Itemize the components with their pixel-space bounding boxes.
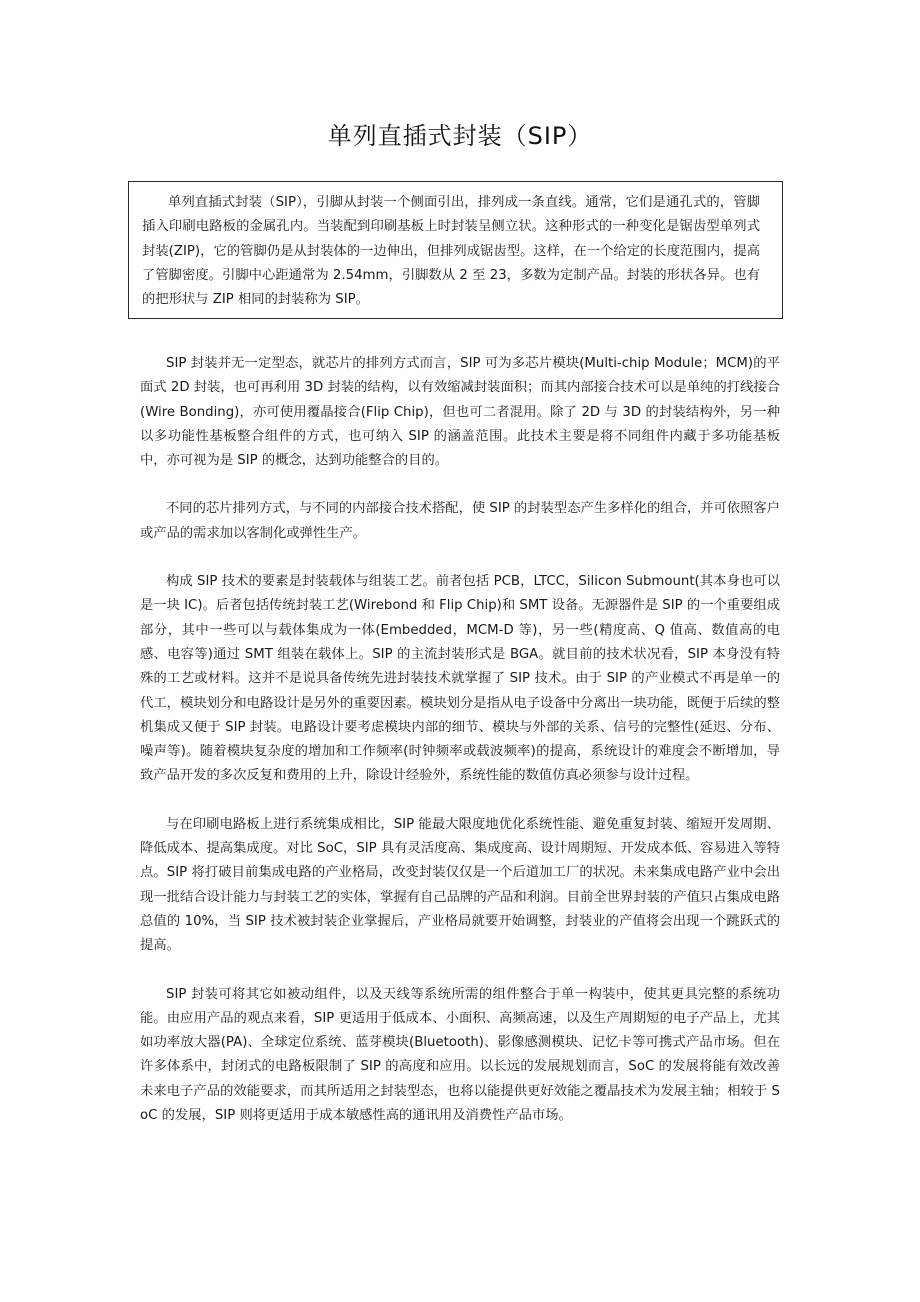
body-paragraph: 与在印刷电路板上进行系统集成相比，SIP 能最大限度地优化系统性能、避免重复封装、缩短开发周期、降低成本、提高集成度。对比 SoC，SIP 具有灵活度高、集成度高、设计周期短、开发成本低、容易进入等特点。SIP 将打破目前集成电路的产业格局，改变封装仅仅是一个后道加工厂的状况。未来集成电路产业中会出现一批结合设计能力与封装工艺的实体，掌握有自己品牌的产品和利润。目前全世界封装的产值只占集成电路总值的 10%，当 SIP 技术被封装企业掌握后，产业格局就要开始调整，封装业的产值将会出现一个跳跃式的提高。 <box>140 816 780 954</box>
body-paragraph: SIP 封装并无一定型态，就芯片的排列方式而言，SIP 可为多芯片模块(Multi-chip Module；MCM)的平面式 2D 封装，也可再利用 3D 封装的结构，以有效缩减封装面积；而其内部接合技术可以是单纯的打线接合(Wire Bonding)，亦可使用覆晶接合(Flip Chip)，但也可二者混用。除了 2D 与 3D 的封装结构外，另一种以多功能性基板整合组件的方式，也可纳入 SIP 的涵盖范围。此技术主要是将不同组件内藏于多功能基板中，亦可视为是 SIP 的概念，达到功能整合的目的。 <box>140 356 780 469</box>
body-paragraph: SIP 封装可将其它如被动组件，以及天线等系统所需的组件整合于单一构装中，使其更具完整的系统功能。由应用产品的观点来看，SIP 更适用于低成本、小面积、高频高速，以及生产周期短的电子产品上，尤其如功率放大器(PA)、全球定位系统、蓝芽模块(Bluetooth)、影像感测模块、记忆卡等可携式产品市场。但在许多体系中，封闭式的电路板限制了 SIP 的高度和应用。以长远的发展规划而言，SoC 的发展将能有效改善未来电子产品的效能要求，而其所适用之封装型态，也将以能提供更好效能之覆晶技术为发展主轴；相较于 SoC 的发展，SIP 则将更适用于成本敏感性高的通讯用及消费性产品市场。 <box>140 986 780 1124</box>
body-paragraph: 不同的芯片排列方式，与不同的内部接合技术搭配，使 SIP 的封装型态产生多样化的组合，并可依照客户或产品的需求加以客制化或弹性生产。 <box>140 501 780 541</box>
intro-box <box>128 181 783 319</box>
document-title: 单列直插式封装（SIP） <box>327 122 593 150</box>
body-content <box>140 352 780 1152</box>
intro-paragraph: 单列直插式封装（SIP），引脚从封装一个侧面引出，排列成一条直线。通常，它们是通孔式的，管脚插入印刷电路板的金属孔内。当装配到印刷基板上时封装呈侧立状。这种形式的一种变化是锯齿型单列式封装(ZIP)，它的管脚仍是从封装体的一边伸出，但排列成锯齿型。这样，在一个给定的长度范围内，提高了管脚密度。引脚中心距通常为 2.54mm，引脚数从 2 至 23，多数为定制产品。封装的形状各异。也有的把形状与 ZIP 相同的封装称为 SIP。 <box>142 195 760 308</box>
body-paragraph: 构成 SIP 技术的要素是封装载体与组装工艺。前者包括 PCB，LTCC，Silicon Submount(其本身也可以是一块 IC)。后者包括传统封装工艺(Wirebond 和 Flip Chip)和 SMT 设备。无源器件是 SIP 的一个重要组成部分，其中一些可以与载体集成为一体(Embedded，MCM-D 等)，另一些(精度高、Q 值高、数值高的电感、电容等)通过 SMT 组装在载体上。SIP 的主流封装形式是 BGA。就目前的技术状况看，SIP 本身没有特殊的工艺或材料。这并不是说具备传统先进封装技术就掌握了 SIP 技术。由于 SIP 的产业模式不再是单一的代工，模块划分和电路设计是另外的重要因素。模块划分是指从电子设备中分离出一块功能，既便于后续的整机集成又便于 SIP 封装。电路设计要考虑模块内部的细节、模块与外部的关系、信号的完整性(延迟、分布、噪声等)。随着模块复杂度的增加和工作频率(时钟频率或载波频率)的提高，系统设计的难度会不断增加，导致产品开发的多次反复和费用的上升，除设计经验外，系统性能的数值仿真必须参与设计过程。 <box>140 574 780 784</box>
